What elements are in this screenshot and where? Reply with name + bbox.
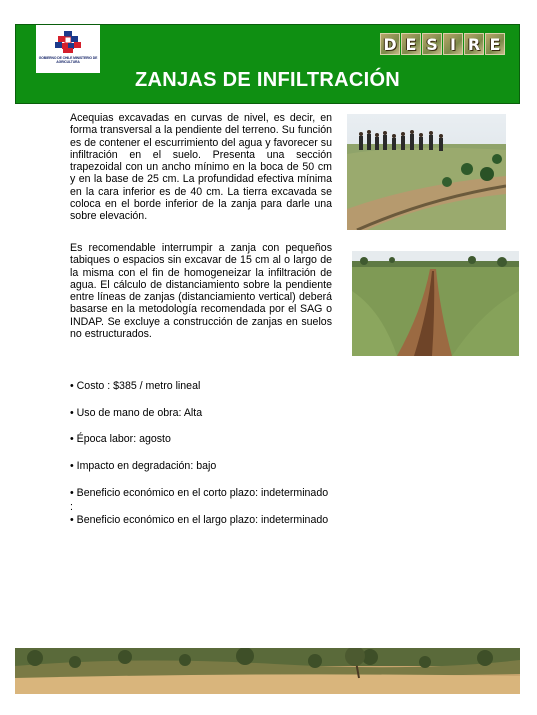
list-item-long-term-benefit: • Beneficio económico en el largo plazo: indeterminado [70,514,329,526]
field-visit-photo [347,114,506,230]
list-item-cost: • Costo : $385 / metro lineal [70,380,201,392]
list-item-impact: • Impacto en degradación: bajo [70,460,217,472]
brand-letter: S [422,33,442,55]
logo-emblem-icon [55,31,81,53]
list-item-labor: • Uso de mano de obra: Alta [70,407,203,419]
header-banner [15,24,520,104]
footer-landscape-photo [15,648,520,694]
list-item-separator: : [70,501,73,513]
brand-letter: I [443,33,463,55]
brand-letter: E [485,33,505,55]
brand-letter: D [380,33,400,55]
page-title: ZANJAS DE INFILTRACIÓN [134,69,401,91]
brand-letter: R [464,33,484,55]
desire-brand-logo [380,33,505,55]
list-item-season: • Época labor: agosto [70,433,171,445]
brand-letter: E [401,33,421,55]
list-item-short-term-benefit: • Beneficio económico en el corto plazo: indeterminado [70,487,329,499]
description-paragraph: Acequias excavadas en curvas de nivel, es decir, en forma transversal a la pendiente del terreno. Su función es de contener el escurrimiento del agua y favorecer su infiltración en el suelo. Presenta una sección trapezoidal con un ancho mínimo en la boca de 50 cm y en la base de 25 cm. La profundidad efectiva mínima en la cara inferior es de 40 cm. La tierra excavada se coloca en el borde inferior de la zanja para darle una sobre elevación. [70,112,332,223]
trench-photo [352,251,519,356]
logo-text: GOBIERNO DE CHILE MINISTERIO DE AGRICULTURA [38,56,98,64]
recommendation-paragraph: Es recomendable interrumpir a zanja con pequeños tabiques o espacios sin excavar de 15 cm al o largo de la misma con el fin de homogeneizar la infiltración de agua. El cálculo de distanciamiento sobre la pendiente entre líneas de zanjas (distanciamiento vertical) deberá basarse en la metodología recomendada por el SAG o INDAP. Se excluye a construcción de zanjas en suelos no estructurados. [70,242,332,341]
government-logo [36,25,100,73]
